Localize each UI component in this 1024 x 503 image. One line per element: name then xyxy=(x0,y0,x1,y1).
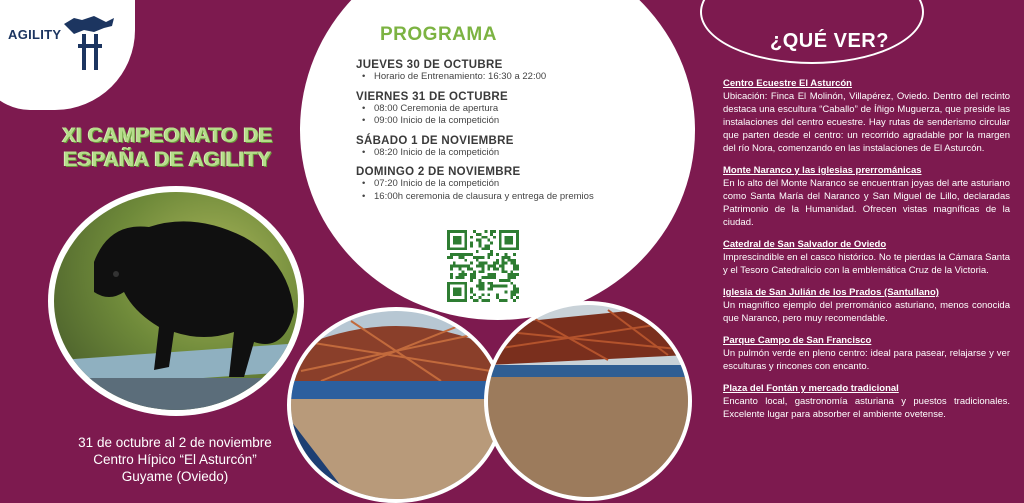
arena-photo-left xyxy=(291,311,501,499)
place-name[interactable]: Catedral de San Salvador de Oviedo xyxy=(723,239,887,250)
schedule-day-title: DOMINGO 2 DE NOVIEMBRE xyxy=(356,166,521,178)
agility-dog-logo-icon xyxy=(60,10,118,72)
place-item xyxy=(723,165,1010,229)
place-item xyxy=(723,383,1010,421)
arena-illustration xyxy=(291,311,501,499)
place-item xyxy=(723,239,1010,277)
schedule-day xyxy=(356,91,676,128)
schedule-item: • 07:20 Inicio de la competición xyxy=(356,178,676,191)
place-description: En lo alto del Monte Naranco se encuentran joyas del arte asturiano como Santa María del Naranco y San Miguel de Lillo, declaradas Patrimonio de la Humanidad. Ofrecen vistas magníficas de la ciudad. xyxy=(723,178,1010,228)
schedule-item: • 08:20 Inicio de la competición xyxy=(356,147,676,160)
place-description: Imprescindible en el casco histórico. No te pierdas la Cámara Santa y el Tesoro Catedralicio con la emblemática Cruz de la Victoria. xyxy=(723,252,1010,276)
event-info xyxy=(55,434,295,485)
place-item xyxy=(723,78,1010,155)
schedule-day xyxy=(356,166,676,203)
event-location: Guyame (Oviedo) xyxy=(121,469,229,484)
schedule-item: • 08:00 Ceremonia de apertura xyxy=(356,103,676,116)
place-name[interactable]: Plaza del Fontán y mercado tradicional xyxy=(723,383,899,394)
event-dates: 31 de octubre al 2 de noviembre xyxy=(78,435,272,450)
schedule-day-title: JUEVES 30 DE OCTUBRE xyxy=(356,59,503,71)
place-item xyxy=(723,335,1010,373)
schedule-item: • 16:00h ceremonia de clausura y entrega de premios xyxy=(356,191,676,204)
place-description: Un pulmón verde en pleno centro: ideal para pasear, relajarse y ver esculturas y rincones con encanto. xyxy=(723,348,1010,372)
event-title-line1: XI CAMPEONATO DE xyxy=(62,124,273,147)
schedule-item: • Horario de Entrenamiento: 16:30 a 22:00 xyxy=(356,71,676,84)
arena-illustration xyxy=(488,305,688,497)
event-title xyxy=(40,124,295,172)
place-description: Ubicación: Finca El Molinón, Villapérez, Oviedo. Dentro del recinto destaca una escultura “Caballo” de Íñigo Muguerza, que preside las instalaciones del centro ecuestre. Hay rutas de senderismo circular que parten desde el centro: un recorrido agradable por la margen del río Nora, comenzando en las instalaciones de El Asturcón. xyxy=(723,91,1010,154)
event-venue: Centro Hípico “El Asturcón” xyxy=(93,452,257,467)
place-name[interactable]: Iglesia de San Julián de los Prados (Santullano) xyxy=(723,287,939,298)
program-schedule xyxy=(356,52,676,203)
place-item xyxy=(723,287,1010,325)
event-title-line2: ESPAÑA DE AGILITY xyxy=(63,148,272,171)
dog-photo xyxy=(54,192,298,410)
schedule-day xyxy=(356,135,676,160)
place-name[interactable]: Parque Campo de San Francisco xyxy=(723,335,872,346)
schedule-item: • 09:00 Inicio de la competición xyxy=(356,115,676,128)
arena-photo-right xyxy=(488,305,688,497)
logo-text: AGILITY xyxy=(8,27,62,42)
place-description: Encanto local, gastronomía asturiana y puestos tradicionales. Excelente lugar para absorber el ambiente ovetense. xyxy=(723,396,1010,420)
see-title: ¿QUÉ VER? xyxy=(770,30,889,52)
program-title: PROGRAMA xyxy=(380,24,497,45)
schedule-day-title: SÁBADO 1 DE NOVIEMBRE xyxy=(356,134,514,147)
place-name[interactable]: Centro Ecuestre El Asturcón xyxy=(723,78,852,89)
dog-photo-illustration xyxy=(54,192,298,410)
place-description: Un magnífico ejemplo del prerrománico asturiano, menos conocida que Naranco, pero muy recomendable. xyxy=(723,300,1010,324)
place-name[interactable]: Monte Naranco y las iglesias prerrománicas xyxy=(723,165,922,176)
qr-code-icon[interactable] xyxy=(447,230,519,302)
schedule-day xyxy=(356,59,676,84)
schedule-day-title: VIERNES 31 DE OCTUBRE xyxy=(356,90,508,103)
places-list xyxy=(723,78,1010,431)
